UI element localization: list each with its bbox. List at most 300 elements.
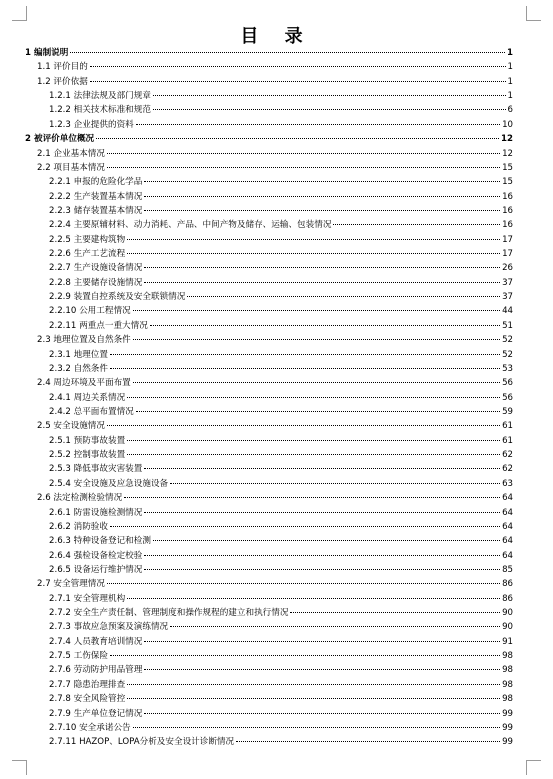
toc-entry-title: 主要建构筑物 bbox=[73, 234, 126, 245]
toc-entry-label bbox=[49, 290, 185, 303]
toc-leader-dots bbox=[153, 533, 500, 541]
toc-entry[interactable] bbox=[25, 146, 513, 160]
toc-entry-page: 53 bbox=[502, 363, 513, 374]
toc-entry-number: 2.5.4 bbox=[49, 478, 71, 489]
page-corner-mark bbox=[526, 760, 541, 775]
toc-leader-dots bbox=[107, 160, 500, 168]
toc-entry-label bbox=[49, 233, 125, 246]
toc-leader-dots bbox=[136, 404, 500, 412]
toc-entry-page: 1 bbox=[507, 62, 513, 73]
toc-entry-title: 工伤保险 bbox=[73, 651, 108, 662]
toc-entry-page: 85 bbox=[502, 564, 513, 575]
toc-entry-title: 生产装置基本情况 bbox=[73, 191, 143, 202]
toc-entry-page: 15 bbox=[502, 162, 513, 173]
toc-entry[interactable] bbox=[25, 691, 513, 705]
toc-leader-dots bbox=[96, 131, 499, 139]
toc-leader-dots bbox=[127, 447, 500, 455]
toc-entry[interactable] bbox=[25, 533, 513, 547]
toc-entry[interactable] bbox=[25, 318, 513, 332]
toc-leader-dots bbox=[150, 318, 500, 326]
toc-entry-title: 预防事故装置 bbox=[73, 435, 126, 446]
toc-entry-page: 52 bbox=[502, 349, 513, 360]
toc-entry-number: 2.5.3 bbox=[49, 464, 71, 475]
toc-entry[interactable] bbox=[25, 720, 513, 734]
toc-entry-page: 98 bbox=[502, 651, 513, 662]
table-of-contents bbox=[25, 45, 513, 749]
toc-entry-label bbox=[49, 678, 125, 691]
toc-entry-title: 生产设施设备情况 bbox=[73, 263, 143, 274]
toc-entry-page: 56 bbox=[502, 378, 513, 389]
toc-entry-page: 37 bbox=[502, 292, 513, 303]
toc-entry[interactable] bbox=[25, 232, 513, 246]
toc-entry-page: 64 bbox=[502, 493, 513, 504]
toc-entry-label bbox=[49, 247, 125, 260]
toc-leader-dots bbox=[107, 418, 500, 426]
toc-entry-title: 项目基本情况 bbox=[53, 162, 105, 173]
toc-entry-label bbox=[49, 448, 125, 461]
toc-entry-number: 2.3.2 bbox=[49, 363, 71, 374]
toc-entry-number: 1.2 bbox=[37, 76, 51, 87]
toc-entry-label bbox=[49, 348, 108, 361]
toc-entry-label bbox=[49, 175, 142, 188]
toc-entry-label bbox=[49, 304, 131, 317]
toc-entry-page: 6 bbox=[507, 105, 513, 116]
toc-entry-page: 62 bbox=[502, 450, 513, 461]
toc-entry-title: 装置自控系统及安全联锁情况 bbox=[73, 292, 186, 303]
toc-entry-label bbox=[49, 276, 142, 289]
toc-entry-number: 2.3 bbox=[37, 335, 51, 346]
toc-entry[interactable] bbox=[25, 275, 513, 289]
toc-leader-dots bbox=[153, 102, 506, 110]
toc-entry-number: 2.6.3 bbox=[49, 536, 71, 547]
toc-entry-number: 2.7.2 bbox=[49, 608, 71, 619]
toc-entry-number: 1.2.1 bbox=[49, 91, 71, 102]
toc-entry-title: 周边关系情况 bbox=[73, 392, 126, 403]
toc-entry-page: 59 bbox=[502, 406, 513, 417]
toc-entry-page: 15 bbox=[502, 177, 513, 188]
toc-entry-number: 2.2.4 bbox=[49, 220, 71, 231]
toc-entry-page: 99 bbox=[502, 722, 513, 733]
toc-entry-title: 申报的危险化学品 bbox=[73, 177, 143, 188]
toc-entry-page: 61 bbox=[502, 421, 513, 432]
toc-leader-dots bbox=[290, 605, 500, 613]
toc-entry-label bbox=[37, 147, 105, 160]
toc-leader-dots bbox=[144, 706, 500, 714]
toc-entry[interactable] bbox=[25, 88, 513, 102]
toc-entry-title: 降低事故灾害装置 bbox=[73, 464, 143, 475]
toc-entry[interactable] bbox=[25, 461, 513, 475]
toc-entry[interactable] bbox=[25, 734, 513, 748]
toc-entry-page: 37 bbox=[502, 277, 513, 288]
toc-entry-label bbox=[49, 103, 151, 116]
toc-entry-title: 自然条件 bbox=[73, 363, 108, 374]
toc-entry-label bbox=[49, 506, 142, 519]
toc-entry-title: 企业基本情况 bbox=[53, 148, 105, 159]
toc-entry-number: 2.6.2 bbox=[49, 521, 71, 532]
toc-leader-dots bbox=[144, 203, 500, 211]
toc-entry-title: 相关技术标准和规范 bbox=[73, 105, 151, 116]
toc-entry-label bbox=[49, 592, 125, 605]
toc-entry[interactable] bbox=[25, 548, 513, 562]
toc-entry-page: 99 bbox=[502, 737, 513, 748]
toc-leader-dots bbox=[170, 476, 500, 484]
toc-entry-title: 法定检测检验情况 bbox=[53, 493, 123, 504]
toc-leader-dots bbox=[107, 576, 500, 584]
toc-entry-number: 2.5.1 bbox=[49, 435, 71, 446]
toc-entry-label bbox=[49, 549, 142, 562]
toc-entry-number: 2.3.1 bbox=[49, 349, 71, 360]
toc-entry-title: 安全承诺公告 bbox=[79, 722, 131, 733]
toc-entry-title: 被评价单位概况 bbox=[33, 134, 95, 145]
toc-leader-dots bbox=[144, 189, 500, 197]
toc-entry-page: 10 bbox=[502, 119, 513, 130]
toc-leader-dots bbox=[110, 519, 500, 527]
toc-entry-title: 地理位置及自然条件 bbox=[53, 335, 131, 346]
toc-leader-dots bbox=[90, 59, 506, 67]
toc-entry-page: 90 bbox=[502, 622, 513, 633]
toc-entry-page: 17 bbox=[502, 249, 513, 260]
toc-entry-number: 2.2.1 bbox=[49, 177, 71, 188]
toc-entry-page: 98 bbox=[502, 694, 513, 705]
toc-entry-number: 2.7.10 bbox=[49, 722, 77, 733]
toc-leader-dots bbox=[133, 720, 500, 728]
toc-entry-title: 企业提供的资料 bbox=[73, 119, 134, 130]
toc-entry[interactable] bbox=[25, 634, 513, 648]
toc-leader-dots bbox=[127, 591, 500, 599]
toc-entry-label bbox=[49, 204, 142, 217]
page-corner-mark bbox=[526, 6, 541, 21]
toc-entry-label bbox=[49, 462, 142, 475]
toc-entry[interactable] bbox=[25, 404, 513, 418]
toc-entry-label bbox=[37, 577, 105, 590]
toc-entry-title: 两重点一重大情况 bbox=[79, 320, 148, 331]
toc-entry-title: 编制说明 bbox=[33, 48, 69, 58]
toc-entry-label bbox=[49, 391, 125, 404]
toc-leader-dots bbox=[144, 562, 500, 570]
toc-entry-page: 1 bbox=[507, 91, 513, 102]
toc-entry[interactable] bbox=[25, 361, 513, 375]
toc-entry-title: HAZOP、LOPA分析及安全设计诊断情况 bbox=[79, 737, 235, 748]
toc-entry[interactable] bbox=[25, 246, 513, 260]
toc-entry[interactable] bbox=[25, 332, 513, 346]
toc-entry-number: 2.2.10 bbox=[49, 306, 77, 317]
toc-entry[interactable] bbox=[25, 131, 513, 145]
toc-entry-number: 2.7.4 bbox=[49, 636, 71, 647]
toc-entry-label bbox=[49, 434, 125, 447]
toc-leader-dots bbox=[236, 734, 500, 742]
toc-entry-number: 1.2.3 bbox=[49, 119, 71, 130]
toc-entry[interactable] bbox=[25, 433, 513, 447]
toc-entry-number: 2.2.6 bbox=[49, 249, 71, 260]
toc-entry-number: 2.2 bbox=[37, 162, 51, 173]
toc-entry-number: 2.4 bbox=[37, 378, 51, 389]
toc-leader-dots bbox=[90, 74, 506, 82]
toc-entry-number: 2.5 bbox=[37, 421, 51, 432]
toc-entry-label bbox=[37, 75, 88, 88]
toc-entry-label bbox=[37, 161, 105, 174]
toc-entry-label bbox=[49, 118, 134, 131]
toc-entry[interactable] bbox=[25, 605, 513, 619]
toc-entry-title: 人员教育培训情况 bbox=[73, 636, 143, 647]
toc-entry-number: 2.2.8 bbox=[49, 277, 71, 288]
toc-entry[interactable] bbox=[25, 648, 513, 662]
toc-leader-dots bbox=[187, 289, 500, 297]
toc-entry-number: 2.2.7 bbox=[49, 263, 71, 274]
toc-leader-dots bbox=[144, 505, 500, 513]
toc-entry-page: 86 bbox=[502, 593, 513, 604]
toc-entry-title: 主要原辅材料、动力消耗、产品、中间产物及储存、运输、包装情况 bbox=[73, 220, 332, 231]
toc-entry-title: 公用工程情况 bbox=[79, 306, 131, 317]
toc-entry[interactable] bbox=[25, 476, 513, 490]
toc-entry-label bbox=[37, 376, 131, 389]
toc-entry-page: 17 bbox=[502, 234, 513, 245]
toc-entry-number: 2.7.8 bbox=[49, 694, 71, 705]
toc-entry-page: 90 bbox=[502, 608, 513, 619]
toc-entry-page: 64 bbox=[502, 550, 513, 561]
toc-entry-title: 主要储存设施情况 bbox=[73, 277, 143, 288]
toc-entry[interactable] bbox=[25, 160, 513, 174]
toc-entry-title: 安全管理情况 bbox=[53, 579, 105, 590]
toc-entry[interactable] bbox=[25, 289, 513, 303]
toc-entry-number: 2.7.1 bbox=[49, 593, 71, 604]
toc-entry-page: 91 bbox=[502, 636, 513, 647]
toc-leader-dots bbox=[110, 347, 500, 355]
toc-entry-title: 控制事故装置 bbox=[73, 450, 126, 461]
toc-entry-page: 62 bbox=[502, 464, 513, 475]
toc-entry[interactable] bbox=[25, 45, 513, 59]
toc-entry-page: 1 bbox=[507, 48, 513, 58]
toc-entry-page: 99 bbox=[502, 708, 513, 719]
toc-leader-dots bbox=[144, 461, 500, 469]
toc-leader-dots bbox=[144, 275, 500, 283]
toc-entry[interactable] bbox=[25, 619, 513, 633]
toc-entry[interactable] bbox=[25, 447, 513, 461]
toc-entry-number: 2.2.3 bbox=[49, 205, 71, 216]
toc-entry-label bbox=[37, 491, 122, 504]
toc-entry-number: 2.7.6 bbox=[49, 665, 71, 676]
toc-leader-dots bbox=[124, 490, 500, 498]
toc-entry-title: 评价依据 bbox=[53, 76, 88, 87]
toc-entry[interactable] bbox=[25, 74, 513, 88]
toc-entry-title: 总平面布置情况 bbox=[73, 406, 134, 417]
toc-entry[interactable] bbox=[25, 390, 513, 404]
toc-leader-dots bbox=[170, 619, 500, 627]
toc-entry-page: 12 bbox=[501, 134, 513, 145]
toc-entry-page: 86 bbox=[502, 579, 513, 590]
toc-entry-label bbox=[25, 132, 94, 145]
toc-entry-label bbox=[49, 534, 151, 547]
toc-entry-label bbox=[49, 89, 151, 102]
toc-entry-label bbox=[49, 735, 234, 748]
toc-entry-page: 56 bbox=[502, 392, 513, 403]
toc-leader-dots bbox=[127, 232, 500, 240]
toc-entry-title: 地理位置 bbox=[73, 349, 108, 360]
toc-leader-dots bbox=[107, 146, 500, 154]
toc-entry-label bbox=[49, 190, 142, 203]
toc-entry-title: 防雷设施检测情况 bbox=[73, 507, 143, 518]
toc-entry-title: 劳动防护用品管理 bbox=[73, 665, 143, 676]
toc-entry[interactable] bbox=[25, 117, 513, 131]
toc-entry-title: 特种设备登记和检测 bbox=[73, 536, 151, 547]
toc-entry-title: 设备运行维护情况 bbox=[73, 564, 143, 575]
toc-entry[interactable] bbox=[25, 260, 513, 274]
page-title: 目 录 bbox=[240, 26, 313, 47]
toc-entry-number: 2.7.5 bbox=[49, 651, 71, 662]
toc-entry-number: 1 bbox=[25, 48, 31, 58]
toc-entry-number: 2.5.2 bbox=[49, 450, 71, 461]
toc-entry-label bbox=[49, 649, 108, 662]
toc-entry[interactable] bbox=[25, 418, 513, 432]
toc-entry-number: 2.7.9 bbox=[49, 708, 71, 719]
toc-leader-dots bbox=[333, 217, 500, 225]
toc-entry-number: 2.6 bbox=[37, 493, 51, 504]
toc-entry-title: 生产工艺流程 bbox=[73, 249, 126, 260]
toc-entry[interactable] bbox=[25, 347, 513, 361]
toc-entry-number: 2.7.7 bbox=[49, 679, 71, 690]
toc-entry-number: 2.2.11 bbox=[49, 320, 77, 331]
toc-entry-label bbox=[49, 563, 142, 576]
toc-entry[interactable] bbox=[25, 490, 513, 504]
toc-leader-dots bbox=[127, 433, 500, 441]
page-corner-mark bbox=[12, 760, 27, 775]
toc-entry-label bbox=[49, 362, 108, 375]
toc-entry-page: 1 bbox=[507, 76, 513, 87]
toc-entry-title: 安全管理机构 bbox=[73, 593, 126, 604]
toc-entry-number: 2.6.4 bbox=[49, 550, 71, 561]
toc-entry-page: 12 bbox=[502, 148, 513, 159]
toc-entry[interactable] bbox=[25, 677, 513, 691]
toc-leader-dots bbox=[144, 260, 500, 268]
toc-entry-label bbox=[25, 46, 68, 59]
toc-entry-number: 2.4.1 bbox=[49, 392, 71, 403]
toc-entry-number: 2.7 bbox=[37, 579, 51, 590]
toc-entry-page: 16 bbox=[502, 191, 513, 202]
toc-entry-number: 2.4.2 bbox=[49, 406, 71, 417]
toc-entry-title: 储存装置基本情况 bbox=[73, 205, 143, 216]
toc-entry-label bbox=[49, 606, 288, 619]
toc-entry-number: 2.6.5 bbox=[49, 564, 71, 575]
toc-entry-number: 1.2.2 bbox=[49, 105, 71, 116]
toc-entry-page: 44 bbox=[502, 306, 513, 317]
toc-entry-title: 强检设备检定校验 bbox=[73, 550, 143, 561]
toc-entry-page: 64 bbox=[502, 507, 513, 518]
toc-entry[interactable] bbox=[25, 591, 513, 605]
toc-leader-dots bbox=[127, 390, 500, 398]
toc-entry-label bbox=[37, 419, 105, 432]
toc-entry-label bbox=[49, 620, 168, 633]
toc-entry-label bbox=[37, 60, 88, 73]
toc-entry[interactable] bbox=[25, 562, 513, 576]
toc-entry-label bbox=[49, 707, 142, 720]
toc-leader-dots bbox=[70, 45, 505, 53]
toc-entry-page: 98 bbox=[502, 665, 513, 676]
toc-leader-dots bbox=[136, 117, 500, 125]
toc-entry-number: 2.7.11 bbox=[49, 737, 77, 748]
toc-entry-number: 2.2.2 bbox=[49, 191, 71, 202]
toc-entry-title: 法律法规及部门规章 bbox=[73, 91, 151, 102]
toc-entry[interactable] bbox=[25, 303, 513, 317]
toc-entry-page: 64 bbox=[502, 521, 513, 532]
toc-entry-title: 消防验收 bbox=[73, 521, 108, 532]
toc-leader-dots bbox=[133, 332, 500, 340]
toc-leader-dots bbox=[127, 691, 500, 699]
toc-entry[interactable] bbox=[25, 662, 513, 676]
toc-entry-title: 隐患治理排查 bbox=[73, 679, 126, 690]
toc-leader-dots bbox=[144, 662, 500, 670]
toc-leader-dots bbox=[127, 246, 500, 254]
toc-entry-title: 安全风险管控 bbox=[73, 694, 126, 705]
toc-entry[interactable] bbox=[25, 102, 513, 116]
toc-leader-dots bbox=[133, 375, 500, 383]
toc-leader-dots bbox=[144, 174, 500, 182]
toc-entry-page: 26 bbox=[502, 263, 513, 274]
toc-entry-label bbox=[49, 405, 134, 418]
toc-entry-page: 51 bbox=[502, 320, 513, 331]
toc-entry-label bbox=[49, 520, 108, 533]
toc-entry-label bbox=[49, 692, 125, 705]
toc-entry-title: 周边环境及平面布置 bbox=[53, 378, 131, 389]
toc-entry-label bbox=[49, 635, 142, 648]
toc-entry-page: 52 bbox=[502, 335, 513, 346]
toc-entry-page: 61 bbox=[502, 435, 513, 446]
toc-leader-dots bbox=[144, 548, 500, 556]
toc-entry-page: 98 bbox=[502, 679, 513, 690]
toc-entry-page: 64 bbox=[502, 536, 513, 547]
toc-entry-number: 1.1 bbox=[37, 62, 51, 73]
toc-entry-number: 2.6.1 bbox=[49, 507, 71, 518]
toc-entry-number: 2.1 bbox=[37, 148, 51, 159]
toc-leader-dots bbox=[110, 361, 500, 369]
toc-entry[interactable] bbox=[25, 505, 513, 519]
toc-entry-title: 安全设施及应急设施设备 bbox=[73, 478, 169, 489]
toc-leader-dots bbox=[133, 303, 500, 311]
toc-leader-dots bbox=[110, 648, 500, 656]
toc-entry-label bbox=[49, 477, 168, 490]
page-corner-mark bbox=[12, 6, 27, 21]
toc-entry[interactable] bbox=[25, 189, 513, 203]
toc-entry-page: 63 bbox=[502, 478, 513, 489]
toc-entry[interactable] bbox=[25, 375, 513, 389]
toc-entry-number: 2 bbox=[25, 134, 31, 145]
toc-entry-title: 安全设施情况 bbox=[53, 421, 105, 432]
toc-entry[interactable] bbox=[25, 174, 513, 188]
toc-entry-title: 安全生产责任制、管理制度和操作规程的建立和执行情况 bbox=[73, 608, 289, 619]
toc-entry-title: 生产单位登记情况 bbox=[73, 708, 143, 719]
toc-leader-dots bbox=[153, 88, 506, 96]
toc-entry-page: 16 bbox=[502, 205, 513, 216]
toc-entry-label bbox=[37, 333, 131, 346]
toc-leader-dots bbox=[144, 634, 500, 642]
toc-entry-label bbox=[49, 319, 148, 332]
toc-entry[interactable] bbox=[25, 203, 513, 217]
toc-entry-label bbox=[49, 261, 142, 274]
toc-entry-number: 2.2.5 bbox=[49, 234, 71, 245]
toc-entry-label bbox=[49, 721, 131, 734]
toc-leader-dots bbox=[127, 677, 500, 685]
toc-entry-title: 事故应急预案及演练情况 bbox=[73, 622, 169, 633]
toc-entry-title: 评价目的 bbox=[53, 62, 88, 73]
toc-entry[interactable] bbox=[25, 576, 513, 590]
toc-entry[interactable] bbox=[25, 706, 513, 720]
toc-entry-label bbox=[49, 663, 142, 676]
toc-entry[interactable] bbox=[25, 59, 513, 73]
toc-entry[interactable] bbox=[25, 217, 513, 231]
toc-entry-page: 16 bbox=[502, 220, 513, 231]
toc-entry-number: 2.2.9 bbox=[49, 292, 71, 303]
toc-entry-number: 2.7.3 bbox=[49, 622, 71, 633]
toc-entry-label bbox=[49, 218, 331, 231]
toc-entry[interactable] bbox=[25, 519, 513, 533]
